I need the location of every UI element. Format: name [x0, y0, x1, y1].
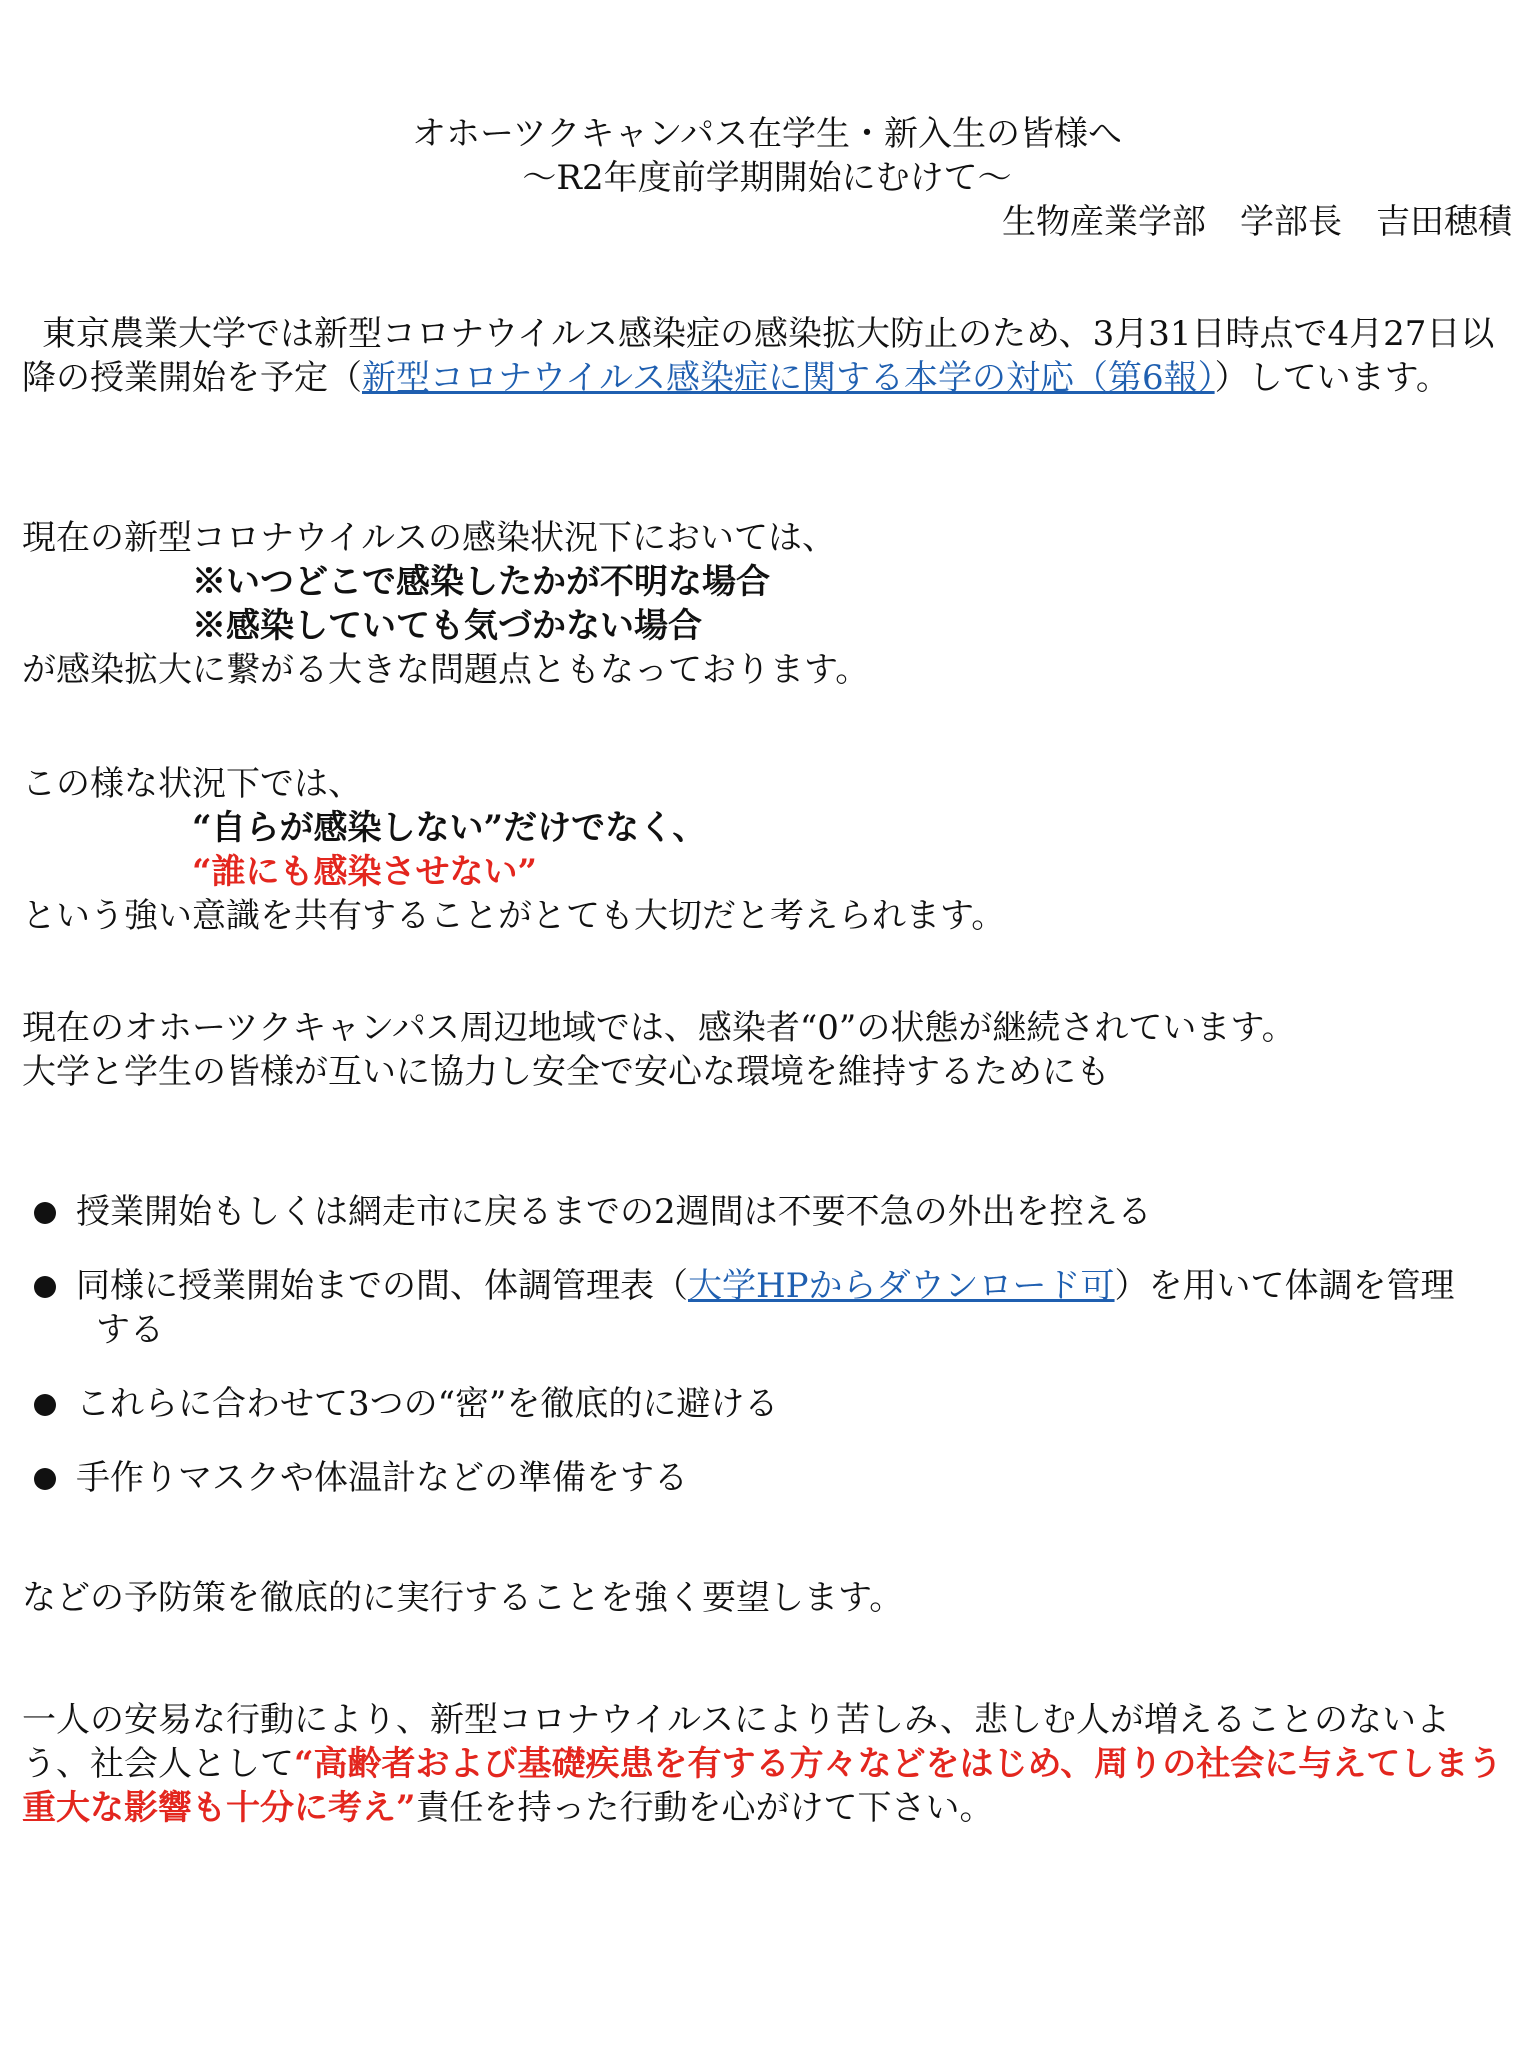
schedule-text-b: ）しています。 [1214, 358, 1450, 398]
infection-outro: が感染拡大に繋がる大きな問題点ともなっております。 [22, 650, 870, 690]
infection-item-unknown-source: ※いつどこで感染したかが不明な場合 [192, 562, 770, 602]
document-title [22, 112, 1512, 200]
health-form-download-link[interactable]: 大学HPからダウンロード可 [688, 1266, 1115, 1306]
list-item [22, 1264, 1512, 1352]
title-line-2: 〜R2年度前学期開始にむけて〜 [522, 158, 1012, 198]
paragraph-schedule [22, 312, 1512, 400]
infection-intro: 現在の新型コロナウイルスの感染状況下においては、 [22, 518, 836, 558]
responsibility-emphasis: “高齢者および基礎疾患を有する方々などをはじめ、周りの社会に与えてしまう重大な影響も十分に考え” [22, 1744, 1503, 1828]
awareness-outro: という強い意識を共有することがとても大切だと考えられます。 [22, 896, 1006, 936]
covid-response-link[interactable]: 新型コロナウイルス感染症に関する本学の対応（第6報） [362, 358, 1215, 398]
list-item [22, 1382, 1512, 1426]
responsibility-text-b: 責任を持った行動を心がけて下さい。 [415, 1788, 994, 1828]
bullet-text-continuation: する [96, 1310, 164, 1350]
paragraph-responsibility [22, 1698, 1512, 1830]
responsibility-text-a: 一人の安易な行動により、新型コロナウイルスにより苦しみ、悲しむ人が増えることのないよう、社会人として [22, 1700, 1450, 1784]
list-item [22, 1190, 1512, 1234]
paragraph-request: などの予防策を徹底的に実行することを強く要望します。 [22, 1578, 904, 1618]
bullet-text: これらに合わせて3つの“密”を徹底的に避ける [76, 1384, 779, 1424]
awareness-emphasis-others: “誰にも感染させない” [192, 852, 538, 892]
bullet-text-b: ）を用いて体調を管理 [1114, 1266, 1455, 1306]
bullet-text: 授業開始もしくは網走市に戻るまでの2週間は不要不急の外出を控える [76, 1192, 1152, 1232]
bullet-text: 手作りマスクや体温計などの準備をする [76, 1458, 688, 1498]
prevention-list [22, 1190, 1512, 1530]
local-status-line-1: 現在のオホーツクキャンパス周辺地域では、感染者“0”の状態が継続されています。 [22, 1008, 1296, 1048]
awareness-emphasis-self: “自らが感染しない”だけでなく、 [192, 808, 707, 848]
bullet-icon [34, 1394, 56, 1416]
schedule-text-a: 東京農業大学では新型コロナウイルス感染症の感染拡大防止のため、3月31日時点で4月27日以降の授業開始を予定（ [22, 314, 1495, 398]
author-line: 生物産業学部 学部長 吉田穂積 [1002, 202, 1512, 242]
paragraph-local-status [22, 1006, 1512, 1094]
list-item [22, 1456, 1512, 1500]
paragraph-infection-status [22, 516, 1512, 692]
infection-item-asymptomatic: ※感染していても気づかない場合 [192, 606, 702, 646]
local-status-line-2: 大学と学生の皆様が互いに協力し安全で安心な環境を維持するためにも [22, 1052, 1110, 1092]
bullet-text-a: 同様に授業開始までの間、体調管理表（ [76, 1266, 688, 1306]
bullet-icon [34, 1202, 56, 1224]
title-line-1: オホーツクキャンパス在学生・新入生の皆様へ [412, 114, 1122, 154]
bullet-icon [34, 1276, 56, 1298]
paragraph-awareness [22, 762, 1512, 938]
awareness-intro: この様な状況下では、 [22, 764, 362, 804]
bullet-icon [34, 1468, 56, 1490]
